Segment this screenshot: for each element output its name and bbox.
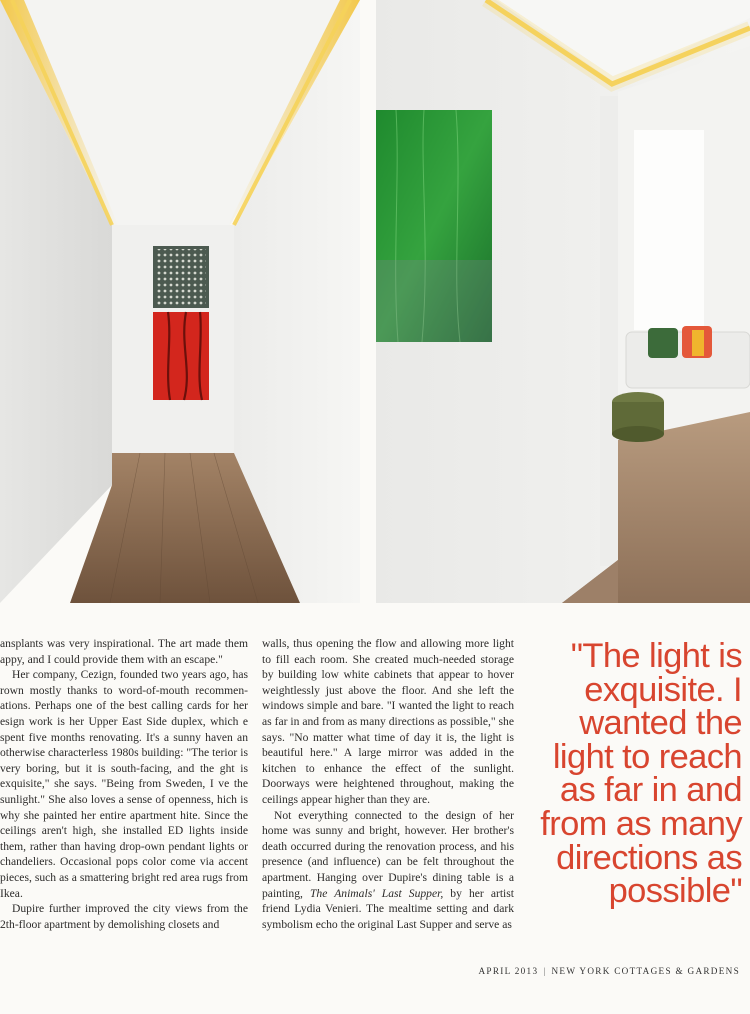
living-room-photo bbox=[376, 0, 750, 603]
article-column-2 bbox=[262, 636, 514, 932]
folio-separator: | bbox=[543, 966, 547, 976]
article-paragraph: Dupire further improved the city views from the 2th-floor apartment by demolishing closets and bbox=[0, 902, 248, 931]
article-paragraph: ansplants was very inspirational. The art made them appy, and I could provide them with an escape." bbox=[0, 637, 248, 666]
issue-date: APRIL 2013 bbox=[478, 966, 539, 976]
green-cushion bbox=[648, 328, 678, 358]
publication-name: NEW YORK COTTAGES & GARDENS bbox=[551, 966, 740, 976]
pull-quote: "The light is exquisite. I wanted the light to reach as far in and from as many directions as possible" bbox=[540, 637, 742, 911]
text-run: by her artist friend Lydia Venieri. The mealtime setting and dark symbolism echo the original Last Supper and serve as bbox=[262, 886, 515, 931]
living-room-illustration bbox=[376, 0, 750, 603]
article-paragraph: Her company, Cezign, founded two years ago, has rown mostly thanks to word-of-mouth recommen-ations. Perhaps one of the best calling cards for her esign work is her Upper East Side duplex, which e spent five months renovating. It's a sunny haven an otherwise characterless 1980s building: "The terior is very boring, but it is south-facing, and the ght is exquisite," she says. "Being from Sweden, I ve the sunlight." She also loves a sense of openness, hich is why she painted her entire apartment hite. Since the ceilings aren't high, she installed ED lights inside them, rather than having drop-own pendant lights or chandeliers. Occasional pops color come via accent pieces, such as a smattering bright red area rugs from Ikea. bbox=[0, 668, 248, 900]
hallway-illustration bbox=[0, 0, 360, 603]
door-jamb bbox=[600, 96, 618, 566]
text-run: Not everything connected to the design of her home was sunny and bright, however. Her brother's death occurred during the renovation process, and his presence (and influence) can be felt throughout the apartment. Hanging over Dupire's dining table is a painting, bbox=[262, 808, 514, 900]
hallway-photo bbox=[0, 0, 360, 603]
artwork-title: The Animals' Last Supper, bbox=[309, 886, 444, 900]
article-paragraph: walls, thus opening the flow and allowing more light to fill each room. She created much-needed storage by building low white cabinets that appear to hover weightlessly just above the floor. And she left the windows simple and bare. "I wanted the light to reach as far in and from as many directions as possible," she says. "No matter what time of day it is, the light is beautiful here." A large mirror was added in the kitchen to enhance the effect of the sunlight. Doorways were heightened throughout, making the ceilings appear higher than they are. bbox=[262, 637, 514, 806]
page-folio bbox=[478, 966, 740, 976]
article-column-1 bbox=[0, 636, 248, 932]
article-paragraph bbox=[262, 808, 514, 933]
